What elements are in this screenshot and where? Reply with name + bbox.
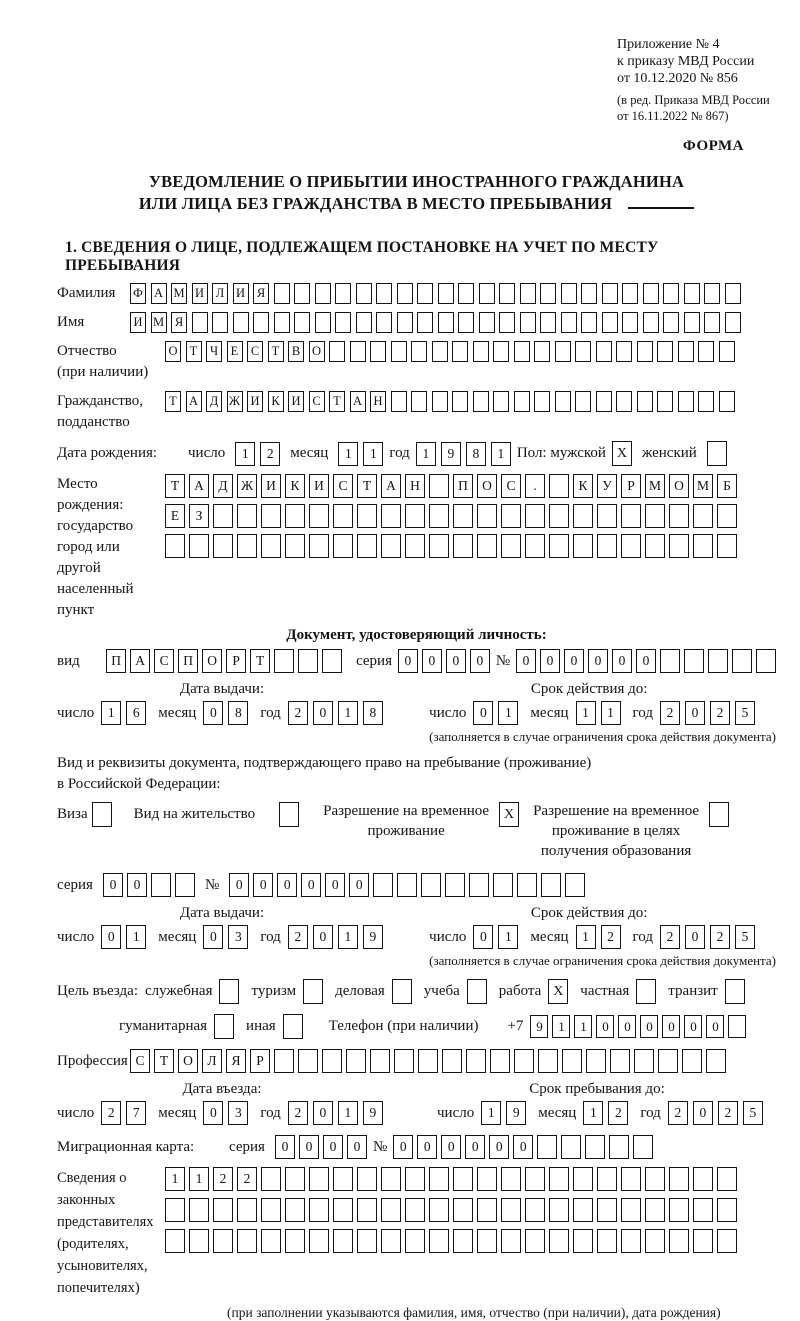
birth-date-label: Дата рождения: bbox=[57, 445, 158, 461]
month-label: месяц bbox=[290, 445, 329, 461]
month-label: месяц bbox=[158, 704, 197, 721]
purpose-other-checkbox[interactable] bbox=[283, 1014, 303, 1039]
residence-valid-heading: Срок действия до: bbox=[530, 905, 648, 921]
visa-checkbox[interactable] bbox=[92, 802, 112, 827]
purpose-transit-checkbox[interactable] bbox=[725, 979, 745, 1004]
temp-residence-edu-checkbox[interactable] bbox=[709, 802, 729, 827]
profession-label: Профессия bbox=[57, 1052, 128, 1069]
series-label: серия bbox=[229, 1138, 265, 1155]
day-label: число bbox=[57, 928, 95, 945]
appendix-line: от 10.12.2020 № 856 bbox=[617, 71, 738, 86]
purpose-row bbox=[57, 979, 776, 1004]
purpose-option-label: иная bbox=[246, 1018, 276, 1034]
patronymic-cells[interactable]: О Т Ч Е С Т В О bbox=[165, 341, 735, 362]
residence-series-row bbox=[57, 873, 776, 897]
residence-issue-year-cells[interactable]: 2 0 1 9 bbox=[288, 925, 383, 949]
reps-cells-row3[interactable] bbox=[165, 1229, 737, 1253]
stay-until-heading: Срок пребывания до: bbox=[529, 1081, 665, 1097]
month-label: месяц bbox=[538, 1104, 577, 1121]
patronymic-sublabel: (при наличии) bbox=[57, 364, 149, 380]
residence-valid-note: (заполняется в случае ограничения срока действия документа) bbox=[429, 953, 776, 968]
form-label: ФОРМА bbox=[682, 138, 744, 154]
surname-cells[interactable]: Ф А М И Л И Я bbox=[130, 283, 741, 304]
year-label: год bbox=[640, 1104, 661, 1121]
purpose-row2 bbox=[119, 1014, 776, 1039]
title-line2-wrap bbox=[57, 193, 776, 215]
year-label: год bbox=[632, 704, 653, 721]
doc-valid-year-cells[interactable]: 2 0 2 5 bbox=[660, 701, 755, 725]
doc-issue-year-cells[interactable]: 2 0 1 8 bbox=[288, 701, 383, 725]
day-label: число bbox=[429, 928, 467, 945]
purpose-option-label: деловая bbox=[335, 983, 385, 999]
edition-line: от 16.11.2022 № 867) bbox=[617, 109, 729, 123]
number-label: № bbox=[372, 1138, 388, 1155]
birth-place-sublabel-city: город или другой bbox=[57, 539, 120, 576]
month-label: месяц bbox=[158, 928, 197, 945]
gender-male-label: Пол: мужской bbox=[516, 445, 606, 461]
purpose-option-label: гуманитарная bbox=[119, 1018, 208, 1034]
day-label: число bbox=[429, 704, 467, 721]
doc-issue-day-cells[interactable]: 1 6 bbox=[101, 701, 146, 725]
patronymic-row bbox=[57, 341, 776, 383]
purpose-label: Цель въезда: bbox=[57, 983, 138, 999]
doc-valid-heading: Срок действия до: bbox=[530, 681, 648, 697]
doc-valid-day-cells[interactable]: 0 1 bbox=[473, 701, 518, 725]
profession-cells[interactable]: С Т О Л Я Р bbox=[130, 1049, 726, 1073]
residence-doc-line2: в Российской Федерации: bbox=[57, 776, 221, 792]
purpose-business-checkbox[interactable] bbox=[392, 979, 412, 1004]
reps-label-line: законных bbox=[57, 1192, 116, 1208]
purpose-option-label: работа bbox=[498, 983, 542, 999]
birth-place-sublabel-settlement: населенный пункт bbox=[57, 581, 134, 618]
purpose-private-checkbox[interactable] bbox=[636, 979, 656, 1004]
day-label: число bbox=[57, 1104, 95, 1121]
year-label: год bbox=[632, 928, 653, 945]
migration-card-row bbox=[57, 1135, 776, 1159]
reps-note: (при заполнении указываются фамилия, имя, отчество (при наличии), дата рождения) bbox=[227, 1305, 721, 1320]
year-label: год bbox=[389, 445, 410, 461]
residence-valid-day-cells[interactable]: 0 1 bbox=[473, 925, 518, 949]
page-title bbox=[57, 171, 776, 215]
residence-options-row bbox=[57, 801, 776, 861]
profession-row bbox=[57, 1049, 776, 1073]
purpose-tourism-checkbox[interactable] bbox=[303, 979, 323, 1004]
reps-label-line: представителях bbox=[57, 1214, 154, 1230]
doc-type-row bbox=[57, 649, 776, 673]
reps-cells-row2[interactable] bbox=[165, 1198, 737, 1222]
birth-place-sublabel-state: государство bbox=[57, 518, 134, 534]
residence-valid-month-cells[interactable]: 1 2 bbox=[576, 925, 621, 949]
migration-number-cells[interactable]: 0 0 0 0 0 0 bbox=[393, 1135, 653, 1159]
birth-month-cells[interactable]: 1 1 bbox=[338, 442, 383, 466]
number-label: № bbox=[204, 876, 220, 893]
title-line2: ИЛИ ЛИЦА БЕЗ ГРАЖДАНСТВА В МЕСТО ПРЕБЫВАНИЯ bbox=[138, 194, 613, 213]
id-doc-heading: Документ, удостоверяющий личность: bbox=[286, 627, 547, 643]
day-label: число bbox=[437, 1104, 475, 1121]
month-label: месяц bbox=[158, 1104, 197, 1121]
birth-place-cells-row3[interactable] bbox=[165, 534, 737, 558]
appendix-line: Приложение № 4 bbox=[617, 37, 720, 52]
purpose-study-checkbox[interactable] bbox=[467, 979, 487, 1004]
purpose-humanitarian-checkbox[interactable] bbox=[214, 1014, 234, 1039]
day-label: число bbox=[57, 704, 95, 721]
title-underline bbox=[628, 195, 694, 209]
citizenship-sublabel: подданство bbox=[57, 414, 130, 430]
entry-year-cells[interactable]: 2 0 1 9 bbox=[288, 1101, 383, 1125]
purpose-official-checkbox[interactable] bbox=[219, 979, 239, 1004]
residence-issue-heading: Дата выдачи: bbox=[179, 905, 265, 921]
migration-card-label: Миграционная карта: bbox=[57, 1138, 195, 1155]
residence-number-cells[interactable]: 0 0 0 0 0 0 bbox=[229, 873, 585, 897]
legal-reps-block bbox=[57, 1167, 776, 1299]
temp-residence-label: Разрешение на временное проживание bbox=[323, 803, 490, 839]
patronymic-label: Отчество bbox=[57, 343, 117, 359]
birth-day-cells[interactable]: 1 2 bbox=[235, 442, 280, 466]
appendix-block bbox=[617, 36, 776, 124]
doc-dates-row bbox=[57, 681, 776, 745]
residence-series-cells[interactable]: 0 0 bbox=[103, 873, 195, 897]
doc-number-cells[interactable]: 0 0 0 0 0 0 bbox=[516, 649, 776, 673]
phone-prefix: +7 bbox=[507, 1018, 524, 1034]
day-label: число bbox=[188, 445, 226, 461]
phone-label: Телефон (при наличии) bbox=[328, 1018, 479, 1034]
entry-date-heading: Дата въезда: bbox=[182, 1081, 262, 1097]
edition-line: (в ред. Приказа МВД России bbox=[617, 93, 770, 107]
doc-number-label: № bbox=[495, 652, 511, 669]
residence-valid-year-cells[interactable]: 2 0 2 5 bbox=[660, 925, 755, 949]
stay-day-cells[interactable]: 1 9 bbox=[481, 1101, 526, 1125]
gender-male-checkbox[interactable]: X bbox=[612, 441, 632, 466]
gender-female-checkbox[interactable] bbox=[707, 441, 727, 466]
doc-series-cells[interactable]: 0 0 0 0 bbox=[398, 649, 490, 673]
purpose-option-label: транзит bbox=[668, 983, 718, 999]
month-label: месяц bbox=[530, 704, 569, 721]
title-line1: УВЕДОМЛЕНИЕ О ПРИБЫТИИ ИНОСТРАННОГО ГРАЖДАНИНА bbox=[148, 172, 685, 191]
year-label: год bbox=[260, 1104, 281, 1121]
birth-place-row bbox=[57, 474, 776, 621]
temp-residence-edu-label: Разрешение на временное проживание в целях получения образования bbox=[533, 803, 700, 859]
series-label: серия bbox=[57, 876, 93, 893]
entry-day-cells[interactable]: 2 7 bbox=[101, 1101, 146, 1125]
reps-label-line: попечителях) bbox=[57, 1280, 140, 1296]
birth-place-cells-row2[interactable]: Е З bbox=[165, 504, 737, 528]
surname-row bbox=[57, 283, 776, 304]
name-cells[interactable]: И М Я bbox=[130, 312, 741, 333]
birth-place-cells-row1[interactable]: Т А Д Ж И К И С Т А Н П О С . К У Р М О М Б bbox=[165, 474, 737, 498]
birth-place-label: Место рождения: bbox=[57, 476, 124, 513]
residence-permit-label: Вид на жительство bbox=[133, 806, 256, 822]
citizenship-row bbox=[57, 391, 776, 433]
purpose-option-label: учеба bbox=[423, 983, 460, 999]
section1-heading: 1. СВЕДЕНИЯ О ЛИЦЕ, ПОДЛЕЖАЩЕМ ПОСТАНОВКЕ НА УЧЕТ ПО МЕСТУ ПРЕБЫВАНИЯ bbox=[65, 239, 659, 274]
entry-month-cells[interactable]: 0 3 bbox=[203, 1101, 248, 1125]
residence-issue-day-cells[interactable]: 0 1 bbox=[101, 925, 146, 949]
purpose-option-label: туризм bbox=[251, 983, 297, 999]
gender-female-label: женский bbox=[641, 445, 697, 461]
citizenship-cells[interactable]: Т А Д Ж И К И С Т А Н bbox=[165, 391, 735, 412]
purpose-option-label: служебная bbox=[144, 983, 213, 999]
citizenship-label: Гражданство, bbox=[57, 393, 144, 409]
month-label: месяц bbox=[530, 928, 569, 945]
purpose-option-label: частная bbox=[580, 983, 630, 999]
purpose-work-checkbox[interactable]: X bbox=[548, 979, 568, 1004]
appendix-line: к приказу МВД России bbox=[617, 54, 755, 69]
reps-label-line: усыновителях, bbox=[57, 1258, 148, 1274]
doc-issue-month-cells[interactable]: 0 8 bbox=[203, 701, 248, 725]
residence-doc-line1: Вид и реквизиты документа, подтверждающего право на пребывание (проживание) bbox=[57, 755, 592, 771]
residence-issue-month-cells[interactable]: 0 3 bbox=[203, 925, 248, 949]
entry-dates-row bbox=[57, 1081, 776, 1125]
birth-date-row bbox=[57, 441, 776, 466]
doc-type-label: вид bbox=[57, 652, 80, 669]
doc-type-cells[interactable]: П А С П О Р Т bbox=[106, 649, 342, 673]
year-label: год bbox=[260, 704, 281, 721]
residence-dates-row bbox=[57, 905, 776, 969]
stay-year-cells[interactable]: 2 0 2 5 bbox=[668, 1101, 763, 1125]
year-label: год bbox=[260, 928, 281, 945]
doc-series-label: серия bbox=[356, 652, 392, 669]
name-label: Имя bbox=[57, 314, 85, 330]
reps-label-line: Сведения о bbox=[57, 1170, 127, 1186]
doc-issue-heading: Дата выдачи: bbox=[179, 681, 265, 697]
name-row bbox=[57, 312, 776, 333]
residence-permit-checkbox[interactable] bbox=[279, 802, 299, 827]
reps-cells-row1[interactable]: 1 1 2 2 bbox=[165, 1167, 737, 1191]
reps-label-line: (родителях, bbox=[57, 1236, 129, 1252]
surname-label: Фамилия bbox=[57, 285, 116, 301]
migration-series-cells[interactable]: 0 0 0 0 bbox=[275, 1135, 367, 1159]
phone-cells[interactable]: 9 1 1 0 0 0 0 0 0 bbox=[530, 1015, 746, 1038]
temp-residence-checkbox[interactable]: X bbox=[499, 802, 519, 827]
birth-year-cells[interactable]: 1 9 8 1 bbox=[416, 442, 511, 466]
stay-month-cells[interactable]: 1 2 bbox=[583, 1101, 628, 1125]
doc-valid-month-cells[interactable]: 1 1 bbox=[576, 701, 621, 725]
visa-label: Виза bbox=[57, 806, 88, 822]
doc-valid-note: (заполняется в случае ограничения срока действия документа) bbox=[429, 729, 776, 744]
